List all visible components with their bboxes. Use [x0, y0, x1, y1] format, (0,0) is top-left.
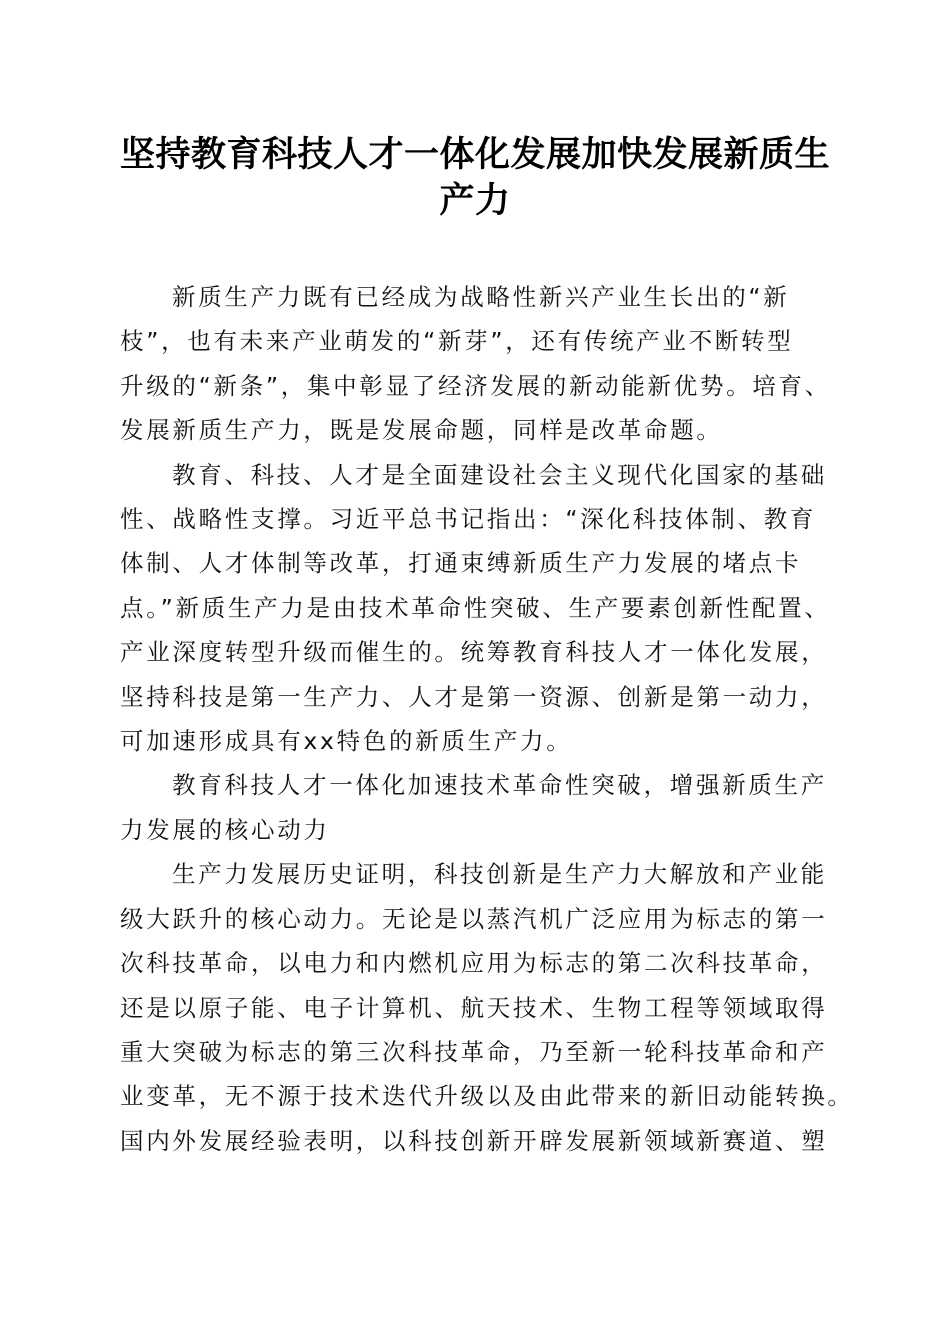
paragraph-3-line-7: 国内外发展经验表明，以科技创新开辟发展新领域新赛道、塑: [120, 1126, 828, 1155]
paragraph-3-line-3: 次科技革命，以电力和内燃机应用为标志的第二次科技革命，: [120, 949, 828, 978]
paragraph-2-line-5: 产业深度转型升级而催生的。统筹教育科技人才一体化发展，: [120, 638, 828, 667]
document-title: [100, 132, 850, 224]
paragraph-3-line-4: 还是以原子能、电子计算机、航天技术、生物工程等领域取得: [120, 993, 828, 1022]
paragraph-2-line-3: 体制、人才体制等改革，打通束缚新质生产力发展的堵点卡: [120, 549, 802, 578]
paragraph-1-line-1: 新质生产力既有已经成为战略性新兴产业生长出的“新: [172, 283, 790, 311]
section-heading-1: [120, 763, 840, 852]
paragraph-3-line-6: 业变革，无不源于技术迭代升级以及由此带来的新旧动能转换。: [120, 1082, 854, 1111]
paragraph-3-line-1: 生产力发展历史证明，科技创新是生产力大解放和产业能: [172, 860, 827, 889]
paragraph-1: [120, 275, 840, 453]
paragraph-3-line-5: 重大突破为标志的第三次科技革命，乃至新一轮科技革命和产: [120, 1037, 828, 1066]
paragraph-1-line-2: 枝”，也有未来产业萌发的“新芽”，还有传统产业不断转型: [120, 327, 794, 356]
paragraph-1-line-4: 发展新质生产力，既是发展命题，同样是改革命题。: [120, 416, 723, 445]
paragraph-2-line-6: 坚持科技是第一生产力、人才是第一资源、创新是第一动力，: [120, 682, 828, 711]
paragraph-2-line-4: 点。”新质生产力是由技术革命性突破、生产要素创新性配置、: [120, 593, 831, 622]
section-heading-1-line-2: 力发展的核心动力: [120, 815, 330, 844]
paragraph-3: [120, 852, 854, 1163]
document-body: [120, 275, 854, 1163]
paragraph-2-line-1: 教育、科技、人才是全面建设社会主义现代化国家的基础: [172, 460, 827, 489]
paragraph-2-line-7: 可加速形成具有xx特色的新质生产力。: [120, 727, 573, 756]
title-line-1: 坚持教育科技人才一体化发展加快发展新质生: [119, 134, 830, 175]
paragraph-3-line-2: 级大跃升的核心动力。无论是以蒸汽机广泛应用为标志的第一: [120, 904, 828, 933]
paragraph-1-line-3: 升级的“新条”，集中彰显了经济发展的新动能新优势。培育、: [120, 371, 831, 400]
paragraph-2-line-2: 性、战略性支撑。习近平总书记指出：“深化科技体制、教育: [120, 505, 817, 534]
paragraph-2: [120, 453, 840, 764]
section-heading-1-line-1: 教育科技人才一体化加速技术革命性突破，增强新质生产: [172, 771, 827, 800]
title-line-2: 产力: [439, 180, 511, 221]
